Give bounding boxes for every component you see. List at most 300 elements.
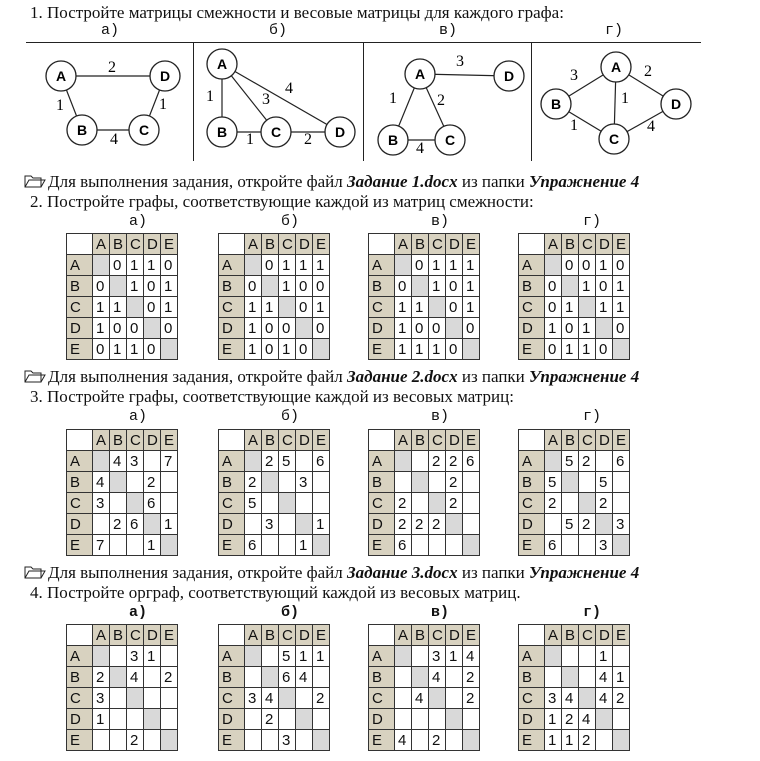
matrix-cell: 2 — [579, 514, 596, 535]
matrix-cell — [463, 535, 480, 556]
matrix-cell: 1 — [613, 297, 630, 318]
matrix-cell: 2 — [446, 451, 463, 472]
matrix-cell — [429, 535, 446, 556]
row-header: C — [67, 297, 93, 318]
matrix-cell — [161, 493, 178, 514]
matrix-cell: 4 — [395, 730, 412, 751]
task3-matrix-2 — [368, 429, 480, 556]
matrix-cell: 1 — [313, 514, 330, 535]
row-header: C — [519, 493, 545, 514]
edge-weight: 1 — [159, 96, 167, 113]
matrix-cell: 0 — [562, 255, 579, 276]
task2-matrix-0 — [66, 233, 178, 360]
graph-node-label: B — [387, 132, 399, 148]
matrix-cell: 4 — [127, 667, 144, 688]
matrix-cell: 4 — [562, 688, 579, 709]
row-header: C — [219, 688, 245, 709]
edge-weight: 4 — [416, 140, 424, 157]
matrix-cell — [562, 535, 579, 556]
matrix-corner — [219, 625, 245, 646]
row-header: E — [369, 730, 395, 751]
matrix-cell: 1 — [93, 318, 110, 339]
row-header: A — [67, 255, 93, 276]
matrix-cell: 1 — [562, 339, 579, 360]
matrix-cell: 2 — [262, 709, 279, 730]
matrix-cell: 0 — [93, 339, 110, 360]
row-header: D — [519, 709, 545, 730]
matrix-corner — [519, 625, 545, 646]
matrix-cell: 1 — [545, 318, 562, 339]
graph-node-label: D — [334, 124, 346, 140]
matrix-cell — [93, 514, 110, 535]
matrix-corner — [67, 625, 93, 646]
row-header: B — [369, 276, 395, 297]
matrix-cell — [395, 688, 412, 709]
row-header: D — [519, 318, 545, 339]
column-header: C — [429, 234, 446, 255]
matrix-cell — [412, 667, 429, 688]
matrix-cell: 0 — [110, 318, 127, 339]
matrix-cell — [279, 709, 296, 730]
task4-matrix-3 — [518, 624, 630, 751]
matrix-cell: 1 — [395, 318, 412, 339]
matrix-cell — [161, 339, 178, 360]
matrix-cell — [446, 514, 463, 535]
matrix-cell: 2 — [429, 451, 446, 472]
matrix-cell — [279, 297, 296, 318]
matrix-cell — [296, 318, 313, 339]
matrix-cell: 2 — [596, 493, 613, 514]
graph-node-label: D — [159, 68, 171, 84]
row-header: E — [67, 339, 93, 360]
matrix-cell: 1 — [127, 339, 144, 360]
matrix-cell — [127, 535, 144, 556]
matrix-cell: 3 — [429, 646, 446, 667]
matrix-cell: 2 — [262, 451, 279, 472]
row-header: B — [219, 667, 245, 688]
row-header: C — [519, 297, 545, 318]
sub-label-v: в) — [438, 22, 458, 39]
matrix-cell — [579, 535, 596, 556]
column-header: A — [93, 234, 110, 255]
row-header: C — [219, 297, 245, 318]
matrix-cell — [562, 667, 579, 688]
matrix-cell: 0 — [262, 339, 279, 360]
row-header: A — [67, 451, 93, 472]
matrix-cell: 0 — [596, 339, 613, 360]
matrix-cell: 1 — [562, 297, 579, 318]
matrix-cell: 2 — [395, 493, 412, 514]
edge-weight: 1 — [56, 97, 64, 114]
row-header: D — [219, 318, 245, 339]
matrix-cell: 5 — [279, 646, 296, 667]
matrix-cell: 1 — [412, 297, 429, 318]
column-header: C — [429, 625, 446, 646]
column-header: A — [93, 430, 110, 451]
matrix-cell — [313, 493, 330, 514]
matrix-cell — [446, 667, 463, 688]
matrix-cell: 1 — [579, 339, 596, 360]
column-header: B — [262, 625, 279, 646]
matrix-cell: 0 — [313, 318, 330, 339]
graph-node-label: B — [216, 124, 228, 140]
matrix-cell: 1 — [395, 339, 412, 360]
column-header: A — [395, 430, 412, 451]
row-header: D — [369, 318, 395, 339]
matrix-cell: 1 — [127, 255, 144, 276]
row-header: D — [519, 514, 545, 535]
column-header: E — [161, 234, 178, 255]
matrix-cell: 1 — [144, 255, 161, 276]
matrix-cell: 1 — [562, 730, 579, 751]
matrix-cell: 0 — [144, 276, 161, 297]
column-header: C — [579, 234, 596, 255]
task2-sub-labels: а) б) в) г) — [128, 213, 602, 230]
matrix-cell — [296, 451, 313, 472]
matrix-cell: 5 — [596, 472, 613, 493]
column-header: E — [313, 234, 330, 255]
matrix-cell: 6 — [613, 451, 630, 472]
matrix-cell — [245, 730, 262, 751]
task3-matrix-3 — [518, 429, 630, 556]
graph-node-label: A — [216, 56, 228, 72]
row-header: B — [369, 472, 395, 493]
matrix-cell: 1 — [596, 646, 613, 667]
matrix-cell — [127, 688, 144, 709]
matrix-cell — [245, 646, 262, 667]
matrix-cell — [313, 339, 330, 360]
graph-node-label: C — [444, 132, 456, 148]
edge-weight: 1 — [246, 131, 254, 148]
row-header: B — [67, 667, 93, 688]
matrix-cell — [313, 535, 330, 556]
matrix-cell: 0 — [296, 297, 313, 318]
matrix-cell: 5 — [545, 472, 562, 493]
matrix-cell: 1 — [161, 514, 178, 535]
graphs-svg — [0, 0, 760, 170]
row-header: A — [369, 646, 395, 667]
matrix-cell — [562, 493, 579, 514]
matrix-cell — [296, 493, 313, 514]
matrix-corner — [369, 234, 395, 255]
matrix-cell — [412, 709, 429, 730]
matrix-cell — [395, 255, 412, 276]
matrix-cell — [429, 493, 446, 514]
matrix-cell: 1 — [412, 339, 429, 360]
row-header: C — [369, 297, 395, 318]
task4-sub-labels: а) б) в) г) — [128, 604, 602, 621]
row-header: A — [369, 451, 395, 472]
column-header: D — [296, 234, 313, 255]
matrix-cell — [613, 709, 630, 730]
matrix-cell: 1 — [395, 297, 412, 318]
matrix-cell — [429, 297, 446, 318]
matrix-cell: 1 — [313, 255, 330, 276]
matrix-cell: 0 — [613, 255, 630, 276]
row-header: B — [67, 472, 93, 493]
matrix-cell: 1 — [93, 297, 110, 318]
row-header: A — [519, 255, 545, 276]
column-header: B — [262, 430, 279, 451]
column-header: C — [579, 625, 596, 646]
matrix-cell: 0 — [446, 339, 463, 360]
column-header: E — [613, 234, 630, 255]
matrix-cell: 3 — [93, 493, 110, 514]
matrix-cell — [161, 472, 178, 493]
matrix-cell: 1 — [110, 297, 127, 318]
matrix-cell — [144, 709, 161, 730]
edge-weight: 1 — [389, 90, 397, 107]
matrix-cell — [296, 514, 313, 535]
matrix-corner — [369, 430, 395, 451]
graph-node-label: C — [608, 131, 620, 147]
matrix-cell — [127, 472, 144, 493]
matrix-cell: 5 — [279, 451, 296, 472]
matrix-cell — [262, 667, 279, 688]
matrix-cell: 7 — [161, 451, 178, 472]
matrix-cell — [446, 688, 463, 709]
matrix-cell: 2 — [93, 667, 110, 688]
folder-icon — [24, 565, 46, 579]
column-header: E — [463, 430, 480, 451]
row-header: E — [519, 730, 545, 751]
matrix-cell: 0 — [296, 339, 313, 360]
column-header: D — [446, 234, 463, 255]
graph-node-label: C — [270, 124, 282, 140]
row-header: B — [219, 276, 245, 297]
matrix-cell — [93, 451, 110, 472]
matrix-cell: 1 — [161, 276, 178, 297]
matrix-cell: 2 — [562, 709, 579, 730]
column-header: C — [127, 234, 144, 255]
edge-weight: 2 — [108, 59, 116, 76]
edge-weight: 2 — [437, 92, 445, 109]
matrix-cell — [161, 709, 178, 730]
matrix-cell: 1 — [463, 297, 480, 318]
matrix-cell: 1 — [144, 535, 161, 556]
matrix-cell — [579, 646, 596, 667]
matrix-cell — [93, 255, 110, 276]
matrix-cell: 0 — [245, 276, 262, 297]
matrix-cell: 0 — [545, 297, 562, 318]
matrix-cell — [613, 535, 630, 556]
column-header: B — [412, 625, 429, 646]
graph-node-label: A — [414, 66, 426, 82]
column-header: E — [313, 430, 330, 451]
matrix-cell — [279, 514, 296, 535]
matrix-cell — [313, 667, 330, 688]
matrix-cell: 2 — [245, 472, 262, 493]
task3-matrix-0 — [66, 429, 178, 556]
column-header: D — [296, 625, 313, 646]
matrix-cell: 3 — [262, 514, 279, 535]
row-header: E — [67, 535, 93, 556]
column-header: C — [279, 430, 296, 451]
matrix-cell: 1 — [245, 318, 262, 339]
matrix-cell: 0 — [262, 318, 279, 339]
matrix-cell: 3 — [296, 472, 313, 493]
matrix-cell — [463, 514, 480, 535]
matrix-cell — [110, 493, 127, 514]
matrix-cell: 2 — [463, 688, 480, 709]
matrix-cell — [463, 339, 480, 360]
column-header: C — [127, 430, 144, 451]
matrix-cell: 4 — [110, 451, 127, 472]
matrix-cell — [613, 493, 630, 514]
task2-heading: 2. Постройте графы, соответствующие каждой из матриц смежности: — [30, 192, 534, 211]
row-header: E — [369, 535, 395, 556]
sub-label-b: б) — [268, 22, 288, 39]
matrix-cell — [395, 646, 412, 667]
matrix-cell: 0 — [562, 318, 579, 339]
edge-weight: 3 — [262, 91, 270, 108]
matrix-cell: 1 — [127, 276, 144, 297]
matrix-cell — [127, 709, 144, 730]
row-header: E — [519, 535, 545, 556]
column-header: C — [579, 430, 596, 451]
task4-heading: 4. Постройте орграф, соответствующий каждой из весовых матриц. — [30, 583, 521, 602]
matrix-cell: 0 — [110, 255, 127, 276]
matrix-cell — [395, 451, 412, 472]
task2-matrix-1 — [218, 233, 330, 360]
row-header: D — [67, 514, 93, 535]
column-header: E — [161, 430, 178, 451]
graph-node-label: B — [550, 96, 562, 112]
column-header: B — [412, 430, 429, 451]
matrix-cell: 2 — [412, 514, 429, 535]
row-header: C — [369, 493, 395, 514]
matrix-cell — [110, 472, 127, 493]
matrix-cell: 0 — [144, 297, 161, 318]
matrix-cell: 2 — [446, 493, 463, 514]
matrix-cell: 1 — [463, 255, 480, 276]
matrix-cell: 5 — [562, 514, 579, 535]
matrix-cell — [144, 730, 161, 751]
matrix-cell: 1 — [262, 297, 279, 318]
column-header: A — [545, 234, 562, 255]
row-header: D — [219, 514, 245, 535]
matrix-cell — [245, 451, 262, 472]
column-header: A — [545, 625, 562, 646]
row-header: B — [67, 276, 93, 297]
matrix-cell: 4 — [93, 472, 110, 493]
row-header: E — [219, 730, 245, 751]
matrix-cell — [110, 535, 127, 556]
graph-node-label: A — [55, 68, 67, 84]
matrix-cell: 0 — [93, 276, 110, 297]
matrix-cell — [562, 276, 579, 297]
matrix-cell: 1 — [245, 297, 262, 318]
matrix-cell — [313, 709, 330, 730]
matrix-cell: 1 — [296, 255, 313, 276]
matrix-cell: 1 — [579, 276, 596, 297]
matrix-cell: 6 — [463, 451, 480, 472]
matrix-cell: 1 — [161, 297, 178, 318]
matrix-cell: 0 — [161, 255, 178, 276]
matrix-cell — [144, 451, 161, 472]
task3-matrix-1 — [218, 429, 330, 556]
matrix-cell: 2 — [429, 730, 446, 751]
matrix-cell: 1 — [545, 709, 562, 730]
matrix-cell: 2 — [395, 514, 412, 535]
edge-weight: 4 — [110, 131, 118, 148]
matrix-cell — [613, 339, 630, 360]
matrix-cell: 5 — [245, 493, 262, 514]
matrix-cell — [596, 514, 613, 535]
matrix-cell: 6 — [313, 451, 330, 472]
matrix-cell: 1 — [144, 646, 161, 667]
matrix-cell — [313, 472, 330, 493]
task4-matrix-1 — [218, 624, 330, 751]
graph-node-label: D — [503, 68, 515, 84]
matrix-cell — [412, 646, 429, 667]
matrix-cell: 2 — [313, 688, 330, 709]
matrix-cell: 6 — [279, 667, 296, 688]
matrix-cell: 0 — [596, 276, 613, 297]
row-header: B — [519, 276, 545, 297]
matrix-cell — [596, 451, 613, 472]
edge-weight: 4 — [647, 118, 655, 135]
row-header: C — [67, 688, 93, 709]
matrix-corner — [219, 234, 245, 255]
matrix-corner — [369, 625, 395, 646]
row-header: D — [369, 514, 395, 535]
column-header: C — [279, 625, 296, 646]
matrix-cell — [545, 646, 562, 667]
matrix-cell — [562, 472, 579, 493]
matrix-cell: 1 — [579, 318, 596, 339]
column-header: E — [613, 625, 630, 646]
matrix-cell: 6 — [545, 535, 562, 556]
column-header: D — [596, 625, 613, 646]
matrix-cell — [262, 493, 279, 514]
column-header: B — [562, 625, 579, 646]
matrix-cell: 2 — [579, 451, 596, 472]
column-header: D — [296, 430, 313, 451]
row-header: B — [219, 472, 245, 493]
row-header: C — [369, 688, 395, 709]
matrix-cell — [262, 472, 279, 493]
matrix-cell — [463, 472, 480, 493]
column-header: A — [245, 625, 262, 646]
matrix-cell — [429, 688, 446, 709]
matrix-cell — [262, 730, 279, 751]
matrix-cell — [412, 493, 429, 514]
matrix-cell: 1 — [429, 339, 446, 360]
column-header: D — [446, 430, 463, 451]
matrix-cell: 1 — [545, 730, 562, 751]
matrix-cell: 1 — [429, 255, 446, 276]
matrix-cell: 3 — [127, 646, 144, 667]
folder-icon — [24, 174, 46, 188]
column-header: B — [262, 234, 279, 255]
matrix-cell — [313, 730, 330, 751]
edge-weight: 1 — [206, 88, 214, 105]
matrix-cell: 7 — [93, 535, 110, 556]
matrix-cell: 2 — [429, 514, 446, 535]
matrix-cell: 1 — [279, 339, 296, 360]
matrix-cell: 1 — [313, 297, 330, 318]
matrix-cell — [579, 493, 596, 514]
matrix-cell: 3 — [545, 688, 562, 709]
matrix-cell — [596, 709, 613, 730]
matrix-cell — [446, 730, 463, 751]
row-header: A — [219, 451, 245, 472]
matrix-cell — [579, 667, 596, 688]
matrix-cell — [596, 730, 613, 751]
matrix-cell: 1 — [296, 535, 313, 556]
column-header: B — [412, 234, 429, 255]
